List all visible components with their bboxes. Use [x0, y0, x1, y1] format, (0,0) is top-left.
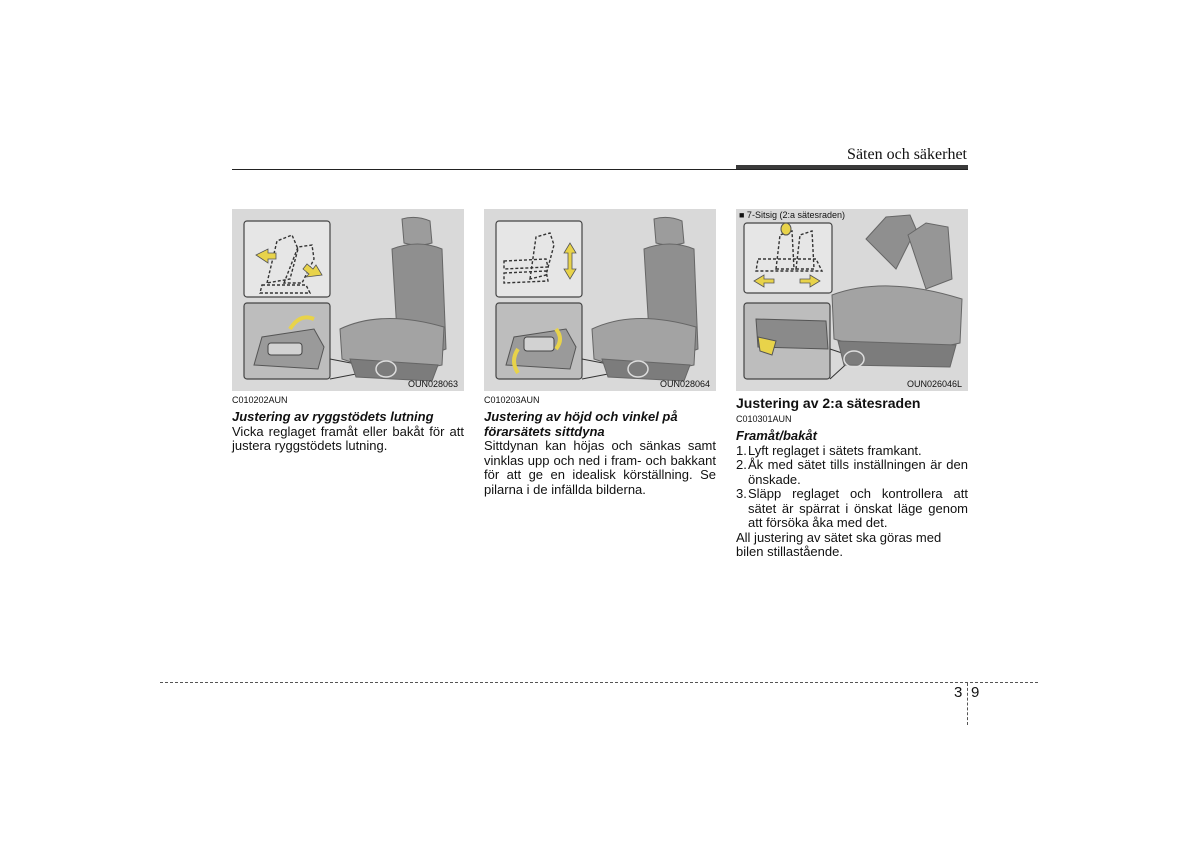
reference-code: C010202AUN: [232, 395, 288, 405]
steps-list: [736, 444, 968, 531]
step-item: [736, 487, 968, 531]
page-number: 9: [971, 684, 980, 701]
column-backrest: [232, 395, 464, 454]
section-title: Säten och säkerhet: [847, 146, 967, 163]
subheading: Justering av höjd och vinkel på förarsätets sittdyna: [484, 409, 678, 439]
step-item: [736, 458, 968, 487]
chapter-number: 3: [954, 684, 963, 701]
figure-caption: ■ 7-Sitsig (2:a sätesraden): [739, 210, 845, 220]
figure-code: OUN028063: [407, 379, 458, 389]
step-text: Åk med sätet tills inställningen är den önskade.: [748, 457, 968, 487]
body-text: Vicka reglaget framåt eller bakåt för att justera ryggstödets lutning.: [232, 423, 464, 453]
step-text: Lyft reglaget i sätets framkant.: [748, 442, 922, 458]
seat-illustration: [736, 209, 968, 391]
step-text: Släpp reglaget och kontrollera att sätet är spärrat i önskat läge genom att försöka åka med det.: [748, 486, 968, 530]
subheading: Framåt/bakåt: [736, 428, 817, 443]
step-number: 1.: [736, 442, 747, 458]
column-cushion: [484, 395, 716, 497]
body-text: Sittdynan kan höjas och sänkas samt vinklas upp och ned i fram- och bakkant för att ge en idealisk körställning. Se pilarna i de infällda bilderna.: [484, 438, 716, 497]
subheading: Justering av ryggstödets lutning: [232, 409, 434, 424]
column-second-row: [736, 395, 968, 560]
figure-code: OUN026046L: [906, 379, 962, 389]
footer-rule: [160, 682, 1038, 683]
section-heading: Justering av 2:a sätesraden: [736, 395, 921, 411]
header-rule: [232, 169, 968, 170]
figure-code: OUN028064: [659, 379, 710, 389]
step-item: [736, 444, 968, 459]
seat-illustration: [484, 209, 716, 391]
step-number: 2.: [736, 457, 747, 472]
figure-second-row: [736, 209, 968, 391]
figure-backrest-recline: [232, 209, 464, 391]
reference-code: C010203AUN: [484, 395, 540, 405]
figure-cushion-height: [484, 209, 716, 391]
footer-divider: [967, 683, 968, 725]
step-number: 3.: [736, 486, 747, 501]
body-text: All justering av sätet ska göras med bilen stillastående.: [736, 529, 942, 559]
seat-illustration: [232, 209, 464, 391]
reference-code: C010301AUN: [736, 414, 792, 424]
